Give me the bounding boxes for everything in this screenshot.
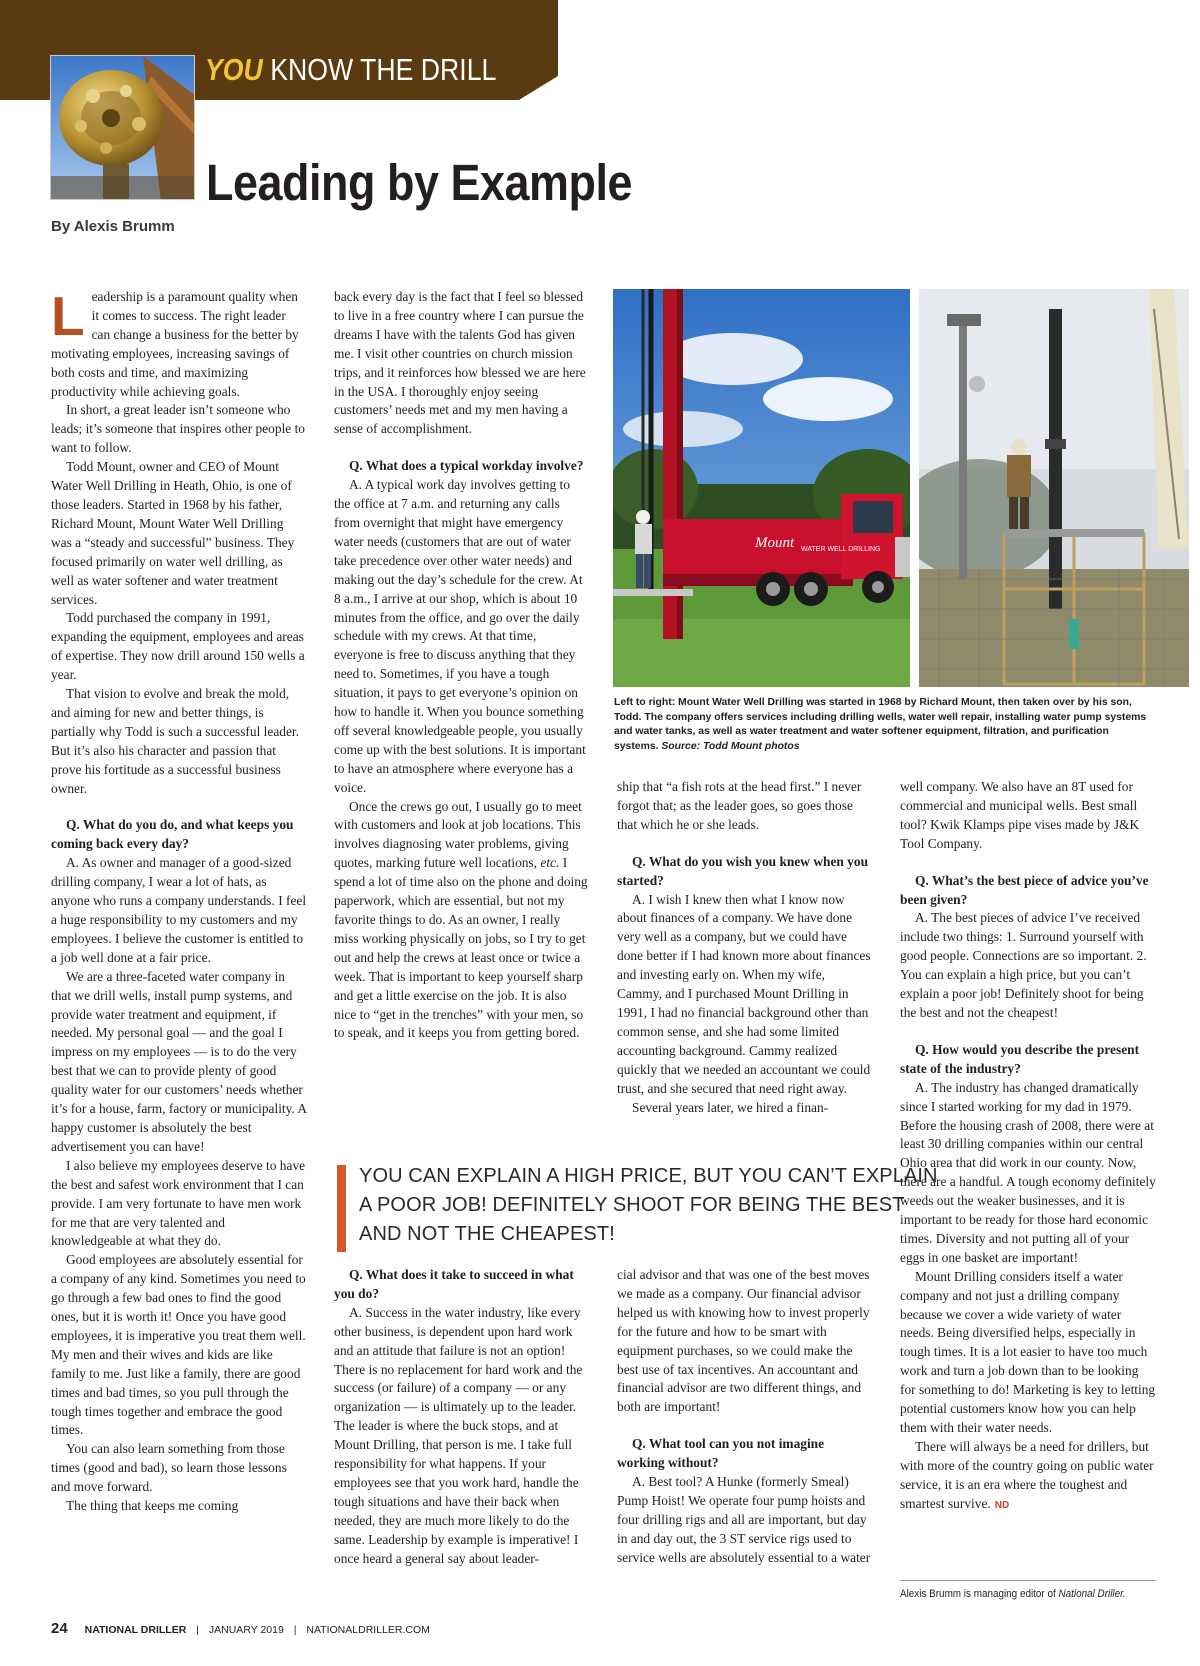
paragraph: cial advisor and that was one of the best moves we made as a company. Our financial advisor helped us with knowing how to invest properly for the future and how to be smart with equipment purchases, so we could make the best use of tax incentives. An accountant and financial advisor are two different things, and both are important! [617,1267,870,1415]
paragraph: I also believe my employees deserve to have the best and safest work environment that I can provide. I am very fortunate to have men work for me that are very talented and knowledgeable at what they do. [51,1157,306,1249]
drill-bit-illustration [51,56,195,200]
paragraph: Good employees are absolutely essential for a company of any kind. Sometimes you need to go through a few bad ones to find the good ones, but it is worth it! Once you have good employees, it is imperative you treat them well. My men and their wives and kids are like family to me. Just like a family, there are good times and bad times, so you pull through the tough times together and embrace the good times. [51,1252,306,1438]
byline: By Alexis Brumm [51,218,175,235]
photo-source: Source: Todd Mount photos [661,741,800,753]
paragraph: A. A typical work day involves getting to the office at 7 a.m. and returning any calls from overnight that might have emergency water needs (customers that are out of water take precedence over other water needs) and making out the day’s schedule for the crew. At 8 a.m., I arrive at our shop, which is about 10 minutes from the office, and go over the daily schedule with my crews. At that time, everyone is free to discuss anything that they need to. Sometimes, if you have a tough situation, it pays to get everyone’s opinion on how to handle it. When you bounce something off several knowledgeable people, you usually come up with the best solutions. It is important to have an atmosphere where everyone has a voice. [334,477,586,795]
article-column-4 [900,778,1156,1516]
article-column-3-bottom [617,1266,873,1568]
footer-issue: JANUARY 2019 [208,1624,284,1636]
photo-caption: Left to right: Mount Water Well Drilling was started in 1968 by Richard Mount, then taken over by his son, Todd. The company offers services including drilling wells, water well repair, installing water pump systems and water tanks, as well as water treatment and water softener equipment, filtration, and purification systems. Source: Todd Mount photos [614,697,1147,753]
question-heading: Q. What’s the best piece of advice you’ve been given? [900,872,1149,907]
page-footer [51,1620,430,1637]
paragraph: back every day is the fact that I feel so blessed to live in a free country where I can pursue the dreams I have with the talents God has given me. I visit other countries on church mission trips, and it reinforces how blessed we are here in the USA. I thoroughly enjoy seeing customers’ needs met and my men having a sense of accomplishment. [334,289,586,437]
paragraph: There will always be a need for drillers, but with more of the country going on public water service, it is an era where the toughest and smartest survive. ND [900,1438,1154,1511]
drill-bit-photo [50,55,195,200]
paragraph: A. As owner and manager of a good-sized drilling company, I wear a lot of hats, as anyone who runs a company understands. I feel a huge responsibility to my customers and my employees. I believe the customer is entitled to a job well done at a fair price. [51,855,307,965]
question-heading: Q. How would you describe the present state of the industry? [900,1041,1140,1076]
truck-logo-text: Mount [755,535,795,551]
question-heading: Q. What does it take to succeed in what you do? [334,1267,574,1301]
section-label [205,52,496,92]
paragraph: Several years later, we hired a finan- [632,1099,829,1115]
paragraph: ship that “a fish rots at the head first.” I never forgot that; as the leader goes, so goes those that which he or she leads. [617,779,862,832]
paragraph: You can also learn something from those times (good and bad), so learn those lessons and move forward. [51,1441,287,1495]
article-column-2-bottom [334,1266,588,1569]
end-mark: ND [994,1499,1010,1511]
drop-cap: L [51,285,85,347]
paragraph: Mount Drilling considers itself a water company and not just a drilling company because we cover a wide variety of water needs. Being diversified helps, especially in tough times. It is a lot easier to have too much work and turn a job down than to be looking for something to do! Marketing is key to letting potential customers know how you can help them with their water needs. [900,1268,1156,1435]
pump-rig-photo [919,289,1189,687]
section-label-emphasis: YOU [205,52,263,87]
pull-quote: YOU CAN EXPLAIN A HIGH PRICE, BUT YOU CAN’T EXPLAIN A POOR JOB! DEFINITELY SHOOT FOR BEING THE BEST AND NOT THE CHEAPEST! [359,1165,938,1245]
footer-publication: NATIONAL DRILLER [84,1624,187,1636]
article-column-1 [51,285,307,1516]
paragraph: well company. We also have an 8T used for commercial and municipal wells. Best small tool? Kwik Klamps pipe vises made by J&K Tool Company. [900,779,1140,851]
footer-website: NATIONALDRILLER.COM [306,1624,430,1636]
section-label-rest: KNOW THE DRILL [270,52,497,87]
question-heading: Q. What do you do, and what keeps you coming back every day? [51,817,294,852]
page-number: 24 [51,1620,68,1637]
paragraph: In short, a great leader isn’t someone who leads; it’s someone that inspires other people to want to follow. [51,402,305,456]
drill-truck-illustration [613,289,910,687]
paragraph: A. The industry has changed dramatically since I started working for my dad in 1979. Before the housing crash of 2008, there were at least 30 drilling companies within our central Ohio area that did work in our county. Now, there are a handful. A tough economy definitely weeds out the weaker businesses, and it is important to be ready for those hard economic times. Diversity and not putting all of your eggs in one basket are important! [900,1079,1156,1265]
paragraph: A. The best pieces of advice I’ve received include two things: 1. Surround yourself with good people. Connections are so important. 2. You can explain a high price, but you can’t explain a poor job! Definitely shoot for being the best and not the cheapest! [900,910,1147,1020]
truck-side-text: WATER WELL DRILLING [801,546,881,553]
author-note: Alexis Brumm is managing editor of National Driller. [900,1588,1126,1600]
footer-separator: | [196,1624,199,1636]
article-column-2 [334,288,588,1043]
paragraph: We are a three-faceted water company in that we drill wells, install pump systems, and provide water treatment and equipment, if needed. My personal goal — and the goal I impress on my employees — is to do the very best that we can to provide plenty of good quality water for our customers’ needs whether it’s for a house, farm, factory or municipality. A happy customer is absolutely the best advertisement you can have! [51,968,307,1154]
question-heading: Q. What does a typical workday involve? [349,458,584,474]
question-heading: Q. What tool can you not imagine working without? [617,1436,825,1471]
paragraph: Todd Mount, owner and CEO of Mount Water Well Drilling in Heath, Ohio, is one of those leaders. Started in 1968 by his father, Richard Mount, Mount Water Well Drilling was a “steady and successful” business. They focused primarily on water well drilling, as well as water softener and water treatment services. [51,459,295,607]
drill-truck-photo [613,289,910,687]
footer-separator: | [293,1624,297,1636]
paragraph: A. Best tool? A Hunke (formerly Smeal) Pump Hoist! We operate four pump hoists and four drilling rigs and all are important, but day in and day out, the 3 ST service rigs used to service wells are absolutely essential to a water [617,1474,871,1565]
question-heading: Q. What do you wish you knew when you started? [617,853,869,888]
paragraph: That vision to evolve and break the mold, and aiming for new and better things, is partially why Todd is such a successful leader. But it’s also his character and passion that prove his fortitude as a successful business owner. [51,686,299,796]
article-column-3-top [617,778,873,1117]
author-note-rule [900,1580,1156,1581]
paragraph: Once the crews go out, I usually go to meet with customers and look at job locations. This involves diagnosing water problems, giving quotes, marking future well locations, etc. I spend a lot of time also on the phone and doing paperwork, which are essential, but not my favorite things to do. As an owner, I really miss working physically on jobs, so I try to get out and help the crews at least once or twice a week. That is important to keep yourself sharp and get a little exercise on the job. It is also nice to “get in the trenches” with your men, so to speak, and it keeps you from getting bored. [334,798,588,1041]
paragraph: A. Success in the water industry, like every other business, is dependent upon hard work and an attitude that failure is not an option! There is no replacement for hard work and the success (or failure) of a company — or any organization — is ultimately up to the leader. The leader is where the buck stops, and at Mount Drilling, that person is me. I take full responsibility for what happens. If your employees see that you work hard, handle the tough situations and have their back when needed, they are much more likely to do the same. Leadership by example is imperative! I once heard a general say about leader- [334,1304,583,1566]
pull-quote-bar [337,1165,346,1252]
paragraph: Todd purchased the company in 1991, expanding the equipment, employees and areas of expertise. They now drill around 150 wells a year. [51,610,305,683]
paragraph: The thing that keeps me coming [66,1498,239,1514]
intro-paragraph: Leadership is a paramount quality when it comes to success. The right leader can change a business for the better by motivating employees, increasing savings of both costs and time, and maximizing productivity while achieving goals. [51,285,299,399]
paragraph: A. I wish I knew then what I know now about finances of a company. We have done very well as a company, but we could have done better if I had known more about finances and investing early on. When my wife, Cammy, and I purchased Mount Drilling in 1991, I had no financial background other than common sense, and she had some limited accounting background. Cammy realized quickly that we needed an accountant we could trust, and she secured that need right away. [617,891,871,1096]
article-headline: Leading by Example [206,154,633,211]
pump-rig-illustration [919,289,1189,687]
